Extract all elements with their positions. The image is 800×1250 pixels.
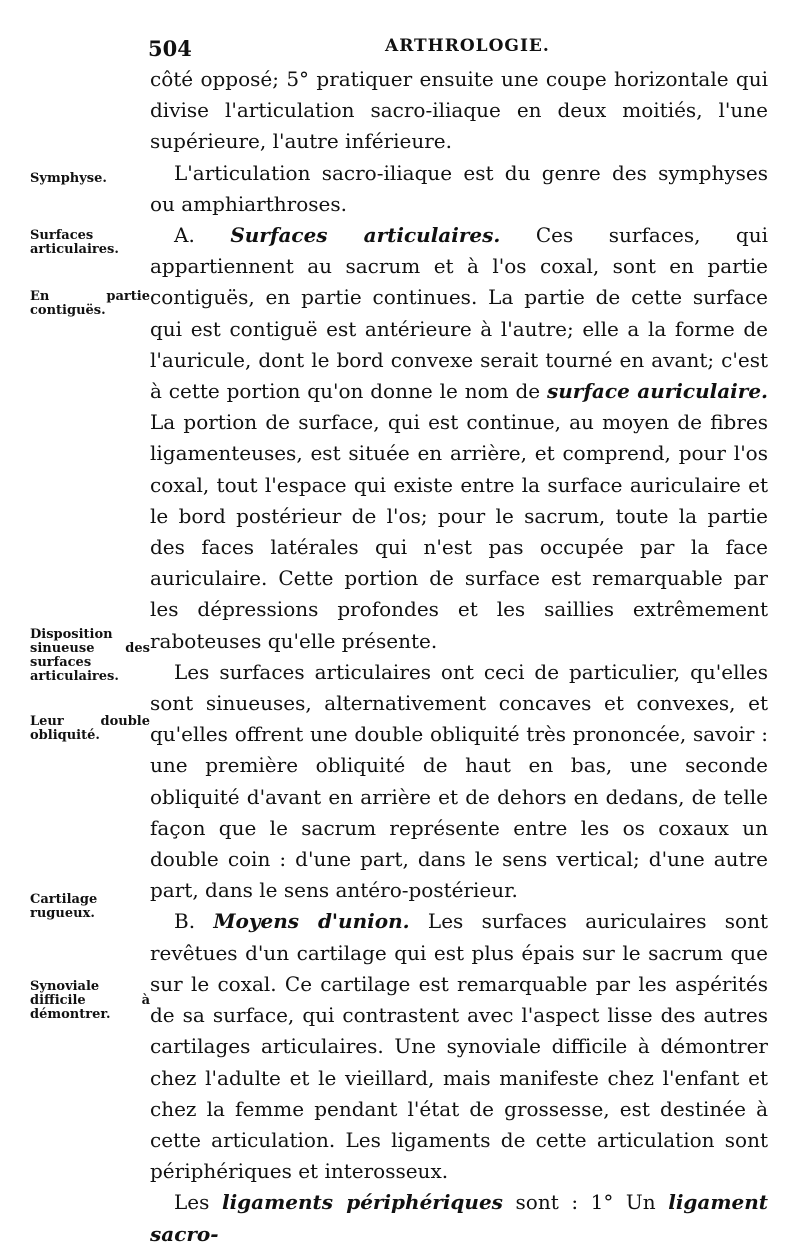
- paragraph-text: sont : 1° Un: [515, 1190, 656, 1215]
- section-title: Surfaces articulaires.: [230, 223, 501, 248]
- paragraph: [150, 1187, 768, 1249]
- page-number: 504: [148, 36, 192, 61]
- section-label: A.: [174, 223, 195, 248]
- paragraph: [150, 906, 768, 1187]
- page-header: [0, 30, 800, 60]
- margin-note: Leur double obliquité.: [30, 714, 150, 743]
- margin-note: En partie contiguës.: [30, 289, 150, 318]
- body-text: [150, 64, 768, 1250]
- term: ligament sacro-: [150, 1190, 769, 1246]
- section-label: B.: [174, 909, 196, 934]
- term: ligaments périphériques: [221, 1190, 503, 1215]
- paragraph: L'articulation sacro-iliaque est du genre des symphyses ou amphiarthroses.: [150, 160, 768, 216]
- margin-note: Symphyse.: [30, 171, 107, 186]
- paragraph-text: Les: [174, 1190, 210, 1215]
- paragraph: [150, 220, 768, 657]
- margin-note: Surfaces articulaires.: [30, 228, 119, 257]
- paragraph-text: Les surfaces auriculaires sont revêtues d'un cartilage qui est plus épais sur le sacrum que sur le coxal. Ce cartilage est remarquable par les aspérités de sa surface, qui contrastent avec l'aspect lisse des autres cartilages articulaires. Une synoviale difficile à démontrer chez l'adulte et le vieillard, mais manifeste chez l'enfant et chez la femme pendant l'état de grossesse, est destinée à cette articulation. Les ligaments de cette articulation sont périphériques et interosseux.: [150, 909, 769, 1184]
- paragraph: Les surfaces articulaires ont ceci de particulier, qu'elles sont sinueuses, alternativement concaves et convexes, et qu'elles offrent une double obliquité très prononcée, savoir : une première obliquité de haut en bas, une seconde obliquité d'avant en arrière et de dehors en dedans, de telle façon que le sacrum représente entre les os coxaux un double coin : d'une part, dans le sens vertical; d'une autre part, dans le sens antéro-postérieur.: [150, 659, 768, 903]
- margin-note: Synoviale difficile à démontrer.: [30, 979, 150, 1022]
- section-title: Moyens d'union.: [213, 909, 410, 934]
- paragraph-text: Ces surfaces, qui appartiennent au sacrum et à l'os coxal, sont en partie contiguës, en partie continues. La partie de cette surface qui est contiguë est antérieure à l'autre; elle a la forme de l'auricule, dont le bord convexe serait tourné en avant; c'est à cette portion qu'on donne le nom de: [150, 223, 769, 404]
- paragraph: côté opposé; 5° pratiquer ensuite une coupe horizontale qui divise l'articulation sacro-iliaque en deux moitiés, l'une supérieure, l'autre inférieure.: [150, 67, 768, 154]
- term: surface auriculaire.: [546, 379, 769, 404]
- margin-note: Cartilage rugueux.: [30, 892, 98, 921]
- running-title: ARTHROLOGIE.: [385, 36, 550, 56]
- paragraph-text: La portion de surface, qui est continue, au moyen de fibres ligamenteuses, est située en arrière, et comprend, pour l'os coxal, tout l'espace qui existe entre la surface auriculaire et le bord postérieur de l'os; pour le sacrum, toute la partie des faces latérales qui n'est pas occupée par la face auriculaire. Cette portion de surface est remarquable par les dépressions profondes et les saillies extrêmement raboteuses qu'elle présente.: [150, 410, 768, 653]
- margin-note: Disposition sinueuse des surfaces articulaires.: [30, 627, 150, 684]
